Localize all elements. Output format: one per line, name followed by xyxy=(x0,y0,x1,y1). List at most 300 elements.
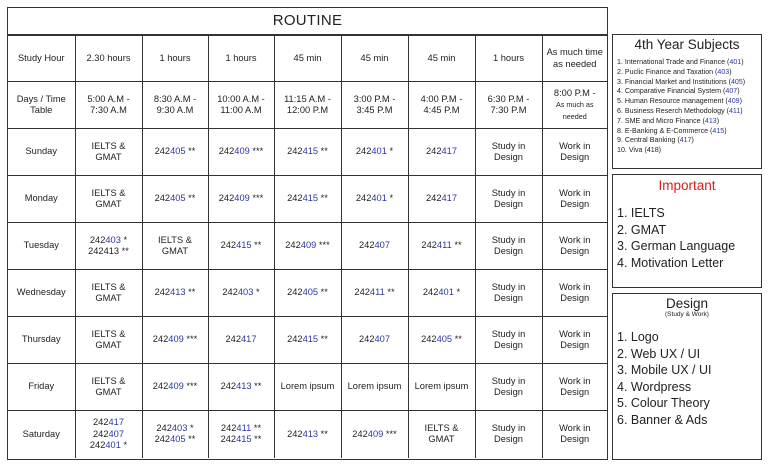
schedule-cell xyxy=(274,129,341,176)
important-item: 3. German Language xyxy=(617,239,736,253)
course-code: 417 xyxy=(241,334,257,345)
course-code: 409 xyxy=(168,334,184,345)
cell-line xyxy=(411,334,473,346)
day-cell: Sunday xyxy=(8,129,75,176)
course-prefix: 242 xyxy=(154,146,171,157)
design-item: 1. Logo xyxy=(617,330,659,344)
priority-stars: *** xyxy=(183,381,198,392)
subject-item xyxy=(613,87,761,97)
cell-line xyxy=(211,193,272,205)
course-code: 405 xyxy=(302,287,319,298)
schedule-cell xyxy=(142,411,208,458)
design-item: 2. Web UX / UI xyxy=(617,346,701,361)
course-code: 409 xyxy=(234,146,250,157)
course-prefix: 242 xyxy=(421,240,437,251)
schedule-cell xyxy=(475,270,542,317)
cell-line: Design xyxy=(494,387,523,397)
priority-stars: * xyxy=(386,146,394,157)
course-prefix: 242 xyxy=(220,381,237,392)
cell-line: Design xyxy=(560,387,590,397)
course-code: 413 xyxy=(302,428,319,439)
schedule-cell xyxy=(408,223,475,270)
subject-name: 1. International Trade and Finance ( xyxy=(617,58,730,66)
cell-line xyxy=(145,287,206,299)
cell-line: Work in xyxy=(559,375,591,386)
course-prefix: 242 xyxy=(89,234,106,245)
priority-stars: * xyxy=(120,440,128,450)
routine-table-panel xyxy=(7,7,608,460)
subject-code: 411 xyxy=(728,106,741,115)
cell-line: GMAT xyxy=(95,152,122,162)
cell-line: Study in xyxy=(491,234,526,245)
subject-item xyxy=(613,68,761,78)
cell-line: IELTS & xyxy=(158,234,192,245)
design-item: 5. Colour Theory xyxy=(617,396,710,410)
course-prefix: 242 xyxy=(287,287,303,298)
cell-line xyxy=(145,334,206,346)
course-code: 401 xyxy=(371,193,387,204)
cell-line: IELTS & xyxy=(424,422,459,433)
schedule-cell xyxy=(274,364,341,411)
day-row xyxy=(8,176,607,223)
course-code: 403 xyxy=(237,287,254,298)
cell-line: Study in xyxy=(491,187,526,198)
course-code: 405 xyxy=(170,434,186,445)
subject-code: 405 xyxy=(730,77,743,86)
subject-name: 8. E-Banking & E-Commerce ( xyxy=(617,126,713,135)
schedule-cell xyxy=(341,364,408,411)
routine-table-body xyxy=(8,36,607,458)
subject-name: 3. Financial Market and Institutions ( xyxy=(617,77,731,86)
day-cell: Tuesday xyxy=(8,223,75,270)
schedule-cell xyxy=(142,223,208,270)
schedule-cell xyxy=(208,223,274,270)
priority-stars: ** xyxy=(185,434,196,445)
cell-line: Work in xyxy=(559,281,591,292)
course-code: 415 xyxy=(302,334,319,345)
header-cell: 1 hours xyxy=(475,36,542,82)
cell-line: GMAT xyxy=(428,434,455,445)
cell-line xyxy=(411,146,473,158)
schedule-cell xyxy=(341,411,408,458)
subject-name: 5. Human Resource management ( xyxy=(617,97,728,106)
subject-end: ) xyxy=(729,67,732,76)
cell-line: Lorem ipsum xyxy=(280,381,335,392)
schedule-cell xyxy=(75,176,142,223)
cell-line: Design xyxy=(560,246,590,256)
cell-line: Design xyxy=(494,246,523,256)
course-code: 407 xyxy=(374,334,391,345)
course-code: 411 xyxy=(369,287,385,298)
schedule-cell xyxy=(542,129,607,176)
schedule-cell xyxy=(475,223,542,270)
priority-stars: ** xyxy=(318,193,328,204)
schedule-cell xyxy=(475,411,542,458)
subject-code: 409 xyxy=(727,97,740,106)
course-prefix: 242 xyxy=(287,193,303,204)
cell-line xyxy=(277,429,339,441)
course-prefix: 242 xyxy=(220,434,237,445)
header-cell: 1 hours xyxy=(208,36,274,82)
time-cell: 3:00 P.M - 3:45 P.M xyxy=(341,82,408,129)
priority-stars: ** xyxy=(251,381,262,392)
course-prefix: 242 xyxy=(222,287,238,298)
cell-line: Work in xyxy=(559,422,591,433)
schedule-cell xyxy=(208,176,274,223)
cell-line xyxy=(211,434,272,446)
cell-line: Work in xyxy=(559,234,591,245)
course-code: 405 xyxy=(170,146,186,157)
cell-line xyxy=(277,287,339,299)
course-prefix: 242413 xyxy=(88,246,120,256)
schedule-cell xyxy=(75,223,142,270)
schedule-cell xyxy=(142,176,208,223)
priority-stars: ** xyxy=(185,193,196,204)
cell-line: GMAT xyxy=(95,387,122,397)
schedule-cell xyxy=(274,223,341,270)
schedule-cell xyxy=(408,129,475,176)
cell-line: IELTS & xyxy=(91,281,126,292)
cell-line xyxy=(277,146,339,158)
cell-line: Design xyxy=(494,434,523,445)
cell-line: Lorem ipsum xyxy=(347,381,402,392)
important-item: 4. Motivation Letter xyxy=(617,255,724,270)
priority-stars: *** xyxy=(316,240,330,251)
subject-code: 401 xyxy=(729,58,742,66)
time-cell: 5:00 A.M - 7:30 A.M xyxy=(75,82,142,129)
priority-stars: ** xyxy=(251,434,262,445)
subject-item xyxy=(613,58,761,68)
day-row xyxy=(8,270,607,317)
schedule-cell xyxy=(142,317,208,364)
schedule-cell xyxy=(341,317,408,364)
cell-line xyxy=(211,334,272,346)
design-item: 4. Wordpress xyxy=(617,379,692,394)
important-item: 2. GMAT xyxy=(617,222,667,237)
course-code: 401 xyxy=(371,146,387,157)
course-code: 409 xyxy=(234,193,250,204)
course-prefix: 242 xyxy=(92,428,109,439)
cell-line xyxy=(211,240,272,252)
cell-line: IELTS & xyxy=(91,375,126,386)
cell-line xyxy=(211,146,272,158)
course-code: 405 xyxy=(436,334,453,345)
cell-line: GMAT xyxy=(161,246,189,256)
cell-line xyxy=(78,440,140,452)
priority-stars: ** xyxy=(185,287,196,298)
header-cell: 1 hours xyxy=(142,36,208,82)
course-prefix: 242 xyxy=(154,193,171,204)
subject-item xyxy=(613,97,761,107)
cell-line xyxy=(277,334,339,346)
header-cell: 2.30 hours xyxy=(75,36,142,82)
subject-end: ) xyxy=(741,58,744,66)
priority-stars: ** xyxy=(318,287,328,298)
course-prefix: 242 xyxy=(352,428,368,439)
schedule-cell xyxy=(475,176,542,223)
cell-line xyxy=(145,434,206,446)
day-cell: Wednesday xyxy=(8,270,75,317)
time-cell-last xyxy=(542,82,607,129)
priority-stars: ** xyxy=(251,240,262,251)
schedule-cell xyxy=(142,364,208,411)
course-code: 403 xyxy=(105,234,121,245)
subject-end: ) xyxy=(739,97,743,106)
course-code: 417 xyxy=(441,193,458,204)
course-prefix: 242 xyxy=(92,417,109,427)
day-cell: Thursday xyxy=(8,317,75,364)
time-cell: 10:00 A.M - 11:00 A.M xyxy=(208,82,274,129)
cell-line: Design xyxy=(560,434,590,445)
course-code: 409 xyxy=(168,381,184,392)
cell-line xyxy=(411,193,473,205)
priority-stars: * xyxy=(386,193,394,204)
cell-line: Design xyxy=(494,199,523,209)
cell-line: Design xyxy=(560,152,590,162)
time-cell: 8:30 A.M - 9:30 A.M xyxy=(142,82,208,129)
course-prefix: 242 xyxy=(154,434,171,445)
schedule-cell xyxy=(542,176,607,223)
course-code: 405 xyxy=(170,193,186,204)
course-prefix: 242 xyxy=(152,334,169,345)
routine-table xyxy=(8,35,607,458)
schedule-cell xyxy=(542,223,607,270)
subject-name: 4. Comparative Financial System ( xyxy=(617,87,726,96)
subject-code: 407 xyxy=(725,87,738,96)
course-prefix: 242 xyxy=(220,422,237,433)
subject-end: ) xyxy=(740,106,743,115)
cell-line: Design xyxy=(494,293,523,303)
cell-line: Design xyxy=(560,199,590,209)
schedule-cell xyxy=(341,129,408,176)
cell-line xyxy=(78,429,140,441)
design-item: 3. Mobile UX / UI xyxy=(617,363,712,377)
cell-line xyxy=(344,240,406,252)
subject-end: ) xyxy=(691,136,694,145)
time-cell: 6:30 P.M - 7:30 P.M xyxy=(475,82,542,129)
schedule-cell xyxy=(475,129,542,176)
subject-end: ) xyxy=(737,87,740,96)
schedule-cell xyxy=(274,270,341,317)
subject-name: 10. Viva (418) xyxy=(617,146,662,155)
schedule-cell xyxy=(542,317,607,364)
priority-stars: ** xyxy=(318,428,328,439)
important-item: 1. IELTS xyxy=(617,206,665,220)
schedule-cell xyxy=(475,317,542,364)
cell-line: Study in xyxy=(491,140,526,151)
schedule-cell xyxy=(274,317,341,364)
schedule-cell xyxy=(208,411,274,458)
course-code: 411 xyxy=(436,240,452,251)
course-prefix: 242 xyxy=(218,146,235,157)
priority-stars: ** xyxy=(452,334,462,345)
schedule-cell xyxy=(75,129,142,176)
course-prefix: 242 xyxy=(358,240,375,251)
subject-code: 403 xyxy=(717,67,730,76)
design-list xyxy=(613,329,761,428)
subject-name: 7. SME and Micro Finance ( xyxy=(617,116,705,125)
day-cell: Monday xyxy=(8,176,75,223)
course-prefix: 242 xyxy=(152,381,169,392)
subject-item xyxy=(613,107,761,117)
schedule-cell xyxy=(208,364,274,411)
schedule-cell xyxy=(208,129,274,176)
important-list xyxy=(613,205,761,271)
course-prefix: 242 xyxy=(154,287,171,298)
course-code: 407 xyxy=(374,240,391,251)
schedule-cell xyxy=(341,223,408,270)
day-row xyxy=(8,364,607,411)
schedule-cell xyxy=(542,411,607,458)
cell-line xyxy=(277,193,339,205)
cell-line xyxy=(211,287,272,299)
time-row xyxy=(8,82,607,129)
course-code: 401 xyxy=(438,287,454,298)
schedule-cell xyxy=(341,270,408,317)
header-cell: 45 min xyxy=(274,36,341,82)
priority-stars: ** xyxy=(318,146,328,157)
priority-stars: * xyxy=(120,234,128,245)
course-code: 417 xyxy=(441,146,458,157)
course-prefix: 242 xyxy=(287,146,303,157)
design-title: Design xyxy=(665,296,709,311)
course-code: 417 xyxy=(108,417,125,427)
schedule-cell xyxy=(542,364,607,411)
course-prefix: 242 xyxy=(425,146,442,157)
subject-end: ) xyxy=(724,126,727,135)
subjects-panel xyxy=(612,34,762,169)
cell-line: GMAT xyxy=(95,199,122,209)
day-row xyxy=(8,223,607,270)
cell-line: IELTS & xyxy=(91,187,126,198)
subject-code: 415 xyxy=(712,126,725,135)
course-prefix: 242 xyxy=(156,422,172,433)
course-prefix: 242 xyxy=(355,146,372,157)
cell-line xyxy=(344,287,406,299)
design-panel xyxy=(612,293,762,460)
study-hour-row xyxy=(8,36,607,82)
cell-line: Design xyxy=(494,340,523,350)
priority-stars: ** xyxy=(185,146,196,157)
cell-line xyxy=(211,381,272,393)
course-code: 415 xyxy=(302,193,319,204)
priority-stars: ** xyxy=(318,334,328,345)
subjects-list xyxy=(613,58,761,156)
cell-line: GMAT xyxy=(95,293,122,303)
subject-item xyxy=(613,127,761,137)
course-prefix: 242 xyxy=(287,428,303,439)
priority-stars: *** xyxy=(249,193,264,204)
schedule-cell xyxy=(274,411,341,458)
course-code: 415 xyxy=(236,240,252,251)
course-code: 411 xyxy=(236,422,252,433)
course-code: 413 xyxy=(236,381,252,392)
cell-line xyxy=(344,334,406,346)
schedule-cell xyxy=(408,411,475,458)
subject-end: ) xyxy=(742,77,746,86)
schedule-cell xyxy=(341,176,408,223)
cell-line: Study in xyxy=(491,281,526,292)
schedule-cell xyxy=(142,270,208,317)
important-panel xyxy=(612,174,762,288)
subject-code: 417 xyxy=(679,136,692,145)
course-code: 415 xyxy=(236,434,252,445)
priority-stars: ** xyxy=(119,246,129,256)
design-subtitle: (Study & Work) xyxy=(665,311,709,318)
priority-stars: *** xyxy=(183,334,198,345)
schedule-cell xyxy=(408,270,475,317)
cell-line xyxy=(344,193,406,205)
schedule-cell xyxy=(142,129,208,176)
course-prefix: 242 xyxy=(421,334,437,345)
cell-line: Work in xyxy=(559,140,591,151)
priority-stars: * xyxy=(253,287,260,298)
cell-line: Lorem ipsum xyxy=(414,381,469,392)
priority-stars: *** xyxy=(383,428,397,439)
course-code: 413 xyxy=(170,287,186,298)
day-row xyxy=(8,317,607,364)
day-cell: Saturday xyxy=(8,411,75,458)
course-code: 407 xyxy=(108,428,125,439)
subject-item xyxy=(613,146,761,156)
day-cell: Friday xyxy=(8,364,75,411)
course-prefix: 242 xyxy=(225,334,241,345)
subject-end: ) xyxy=(716,116,720,125)
cell-line: Study in xyxy=(491,375,526,386)
schedule-cell xyxy=(542,270,607,317)
course-prefix: 242 xyxy=(422,287,439,298)
subject-item xyxy=(613,136,761,146)
priority-stars: * xyxy=(453,287,461,298)
schedule-cell xyxy=(475,364,542,411)
schedule-cell xyxy=(274,176,341,223)
course-prefix: 242 xyxy=(220,240,237,251)
subject-item xyxy=(613,117,761,127)
subject-name: 9. Central Banking ( xyxy=(617,136,680,145)
time-cell: 4:00 P.M - 4:45 P.M xyxy=(408,82,475,129)
day-row xyxy=(8,129,607,176)
course-code: 415 xyxy=(302,146,319,157)
cell-line: GMAT xyxy=(95,340,122,350)
priority-stars: ** xyxy=(384,287,395,298)
course-code: 403 xyxy=(171,422,188,433)
cell-line xyxy=(411,287,473,299)
cell-line: Design xyxy=(560,293,590,303)
schedule-cell xyxy=(208,270,274,317)
priority-stars: ** xyxy=(251,422,262,433)
time-last: 8:00 P.M - xyxy=(553,87,596,98)
subject-item xyxy=(613,78,761,88)
course-prefix: 242 xyxy=(285,240,301,251)
header-cell: 45 min xyxy=(341,36,408,82)
cell-line: IELTS & xyxy=(91,140,126,151)
priority-stars: *** xyxy=(249,146,264,157)
cell-line xyxy=(344,146,406,158)
course-code: 401 xyxy=(105,440,121,450)
header-cell: Study Hour xyxy=(8,36,75,82)
cell-line: Study in xyxy=(491,328,526,339)
course-prefix: 242 xyxy=(89,440,106,450)
course-prefix: 242 xyxy=(354,287,370,298)
schedule-cell xyxy=(408,176,475,223)
header-cell: 45 min xyxy=(408,36,475,82)
course-code: 409 xyxy=(300,240,317,251)
important-title: Important xyxy=(658,178,716,193)
course-code: 409 xyxy=(367,428,384,439)
cell-line xyxy=(344,429,406,441)
schedule-cell xyxy=(408,364,475,411)
time-last-note: As much as needed xyxy=(555,100,594,121)
